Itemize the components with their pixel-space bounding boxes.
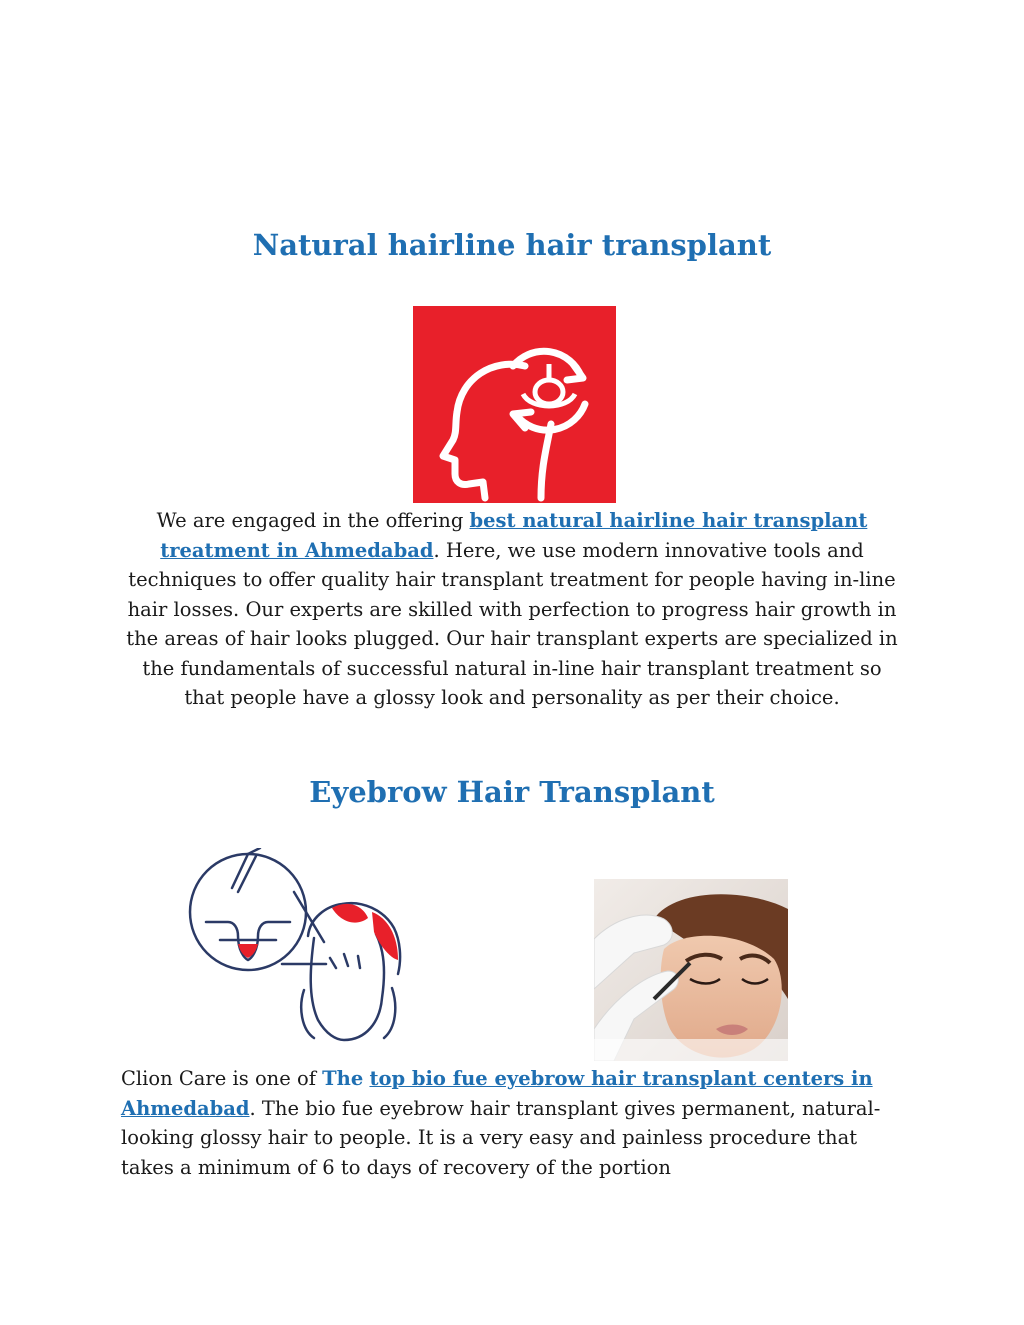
hair-follicle-tweezers-head-illustration xyxy=(186,848,418,1046)
paragraph-text: . The bio fue eyebrow hair transplant gives permanent, natural-looking glossy hair to people. It is a very easy and painless procedure that takes a minimum of 6 to days of recovery of the portion xyxy=(121,1096,881,1179)
eyebrow-centers-link[interactable]: top bio fue eyebrow hair transplant centers in Ahmedabad xyxy=(121,1067,873,1120)
natural-hairline-treatment-link[interactable]: best natural hairline hair transplant treatment in Ahmedabad xyxy=(160,509,868,562)
section-heading-natural-hairline: Natural hairline hair transplant xyxy=(252,228,772,262)
section-heading-eyebrow: Eyebrow Hair Transplant xyxy=(309,775,715,809)
paragraph-text: . Here, we use modern innovative tools and techniques to offer quality hair transplant treatment for people having in-line hair losses. Our experts are skilled with perfection to progress hair growth in the areas of hair looks plugged. Our hair transplant experts are specialized in the fundamentals of successful natural in-line hair transplant treatment so that people have a glossy look and personality as per their choice. xyxy=(126,538,898,709)
bold-text: The xyxy=(322,1067,364,1090)
eyebrow-paragraph xyxy=(121,1064,906,1182)
eyebrow-treatment-photo xyxy=(594,879,788,1061)
head-hair-follicle-cycle-icon xyxy=(413,306,616,503)
paragraph-text: We are engaged in the offering xyxy=(156,509,470,532)
paragraph-text: Clion Care is one of xyxy=(121,1067,323,1090)
natural-hairline-paragraph xyxy=(120,506,904,713)
